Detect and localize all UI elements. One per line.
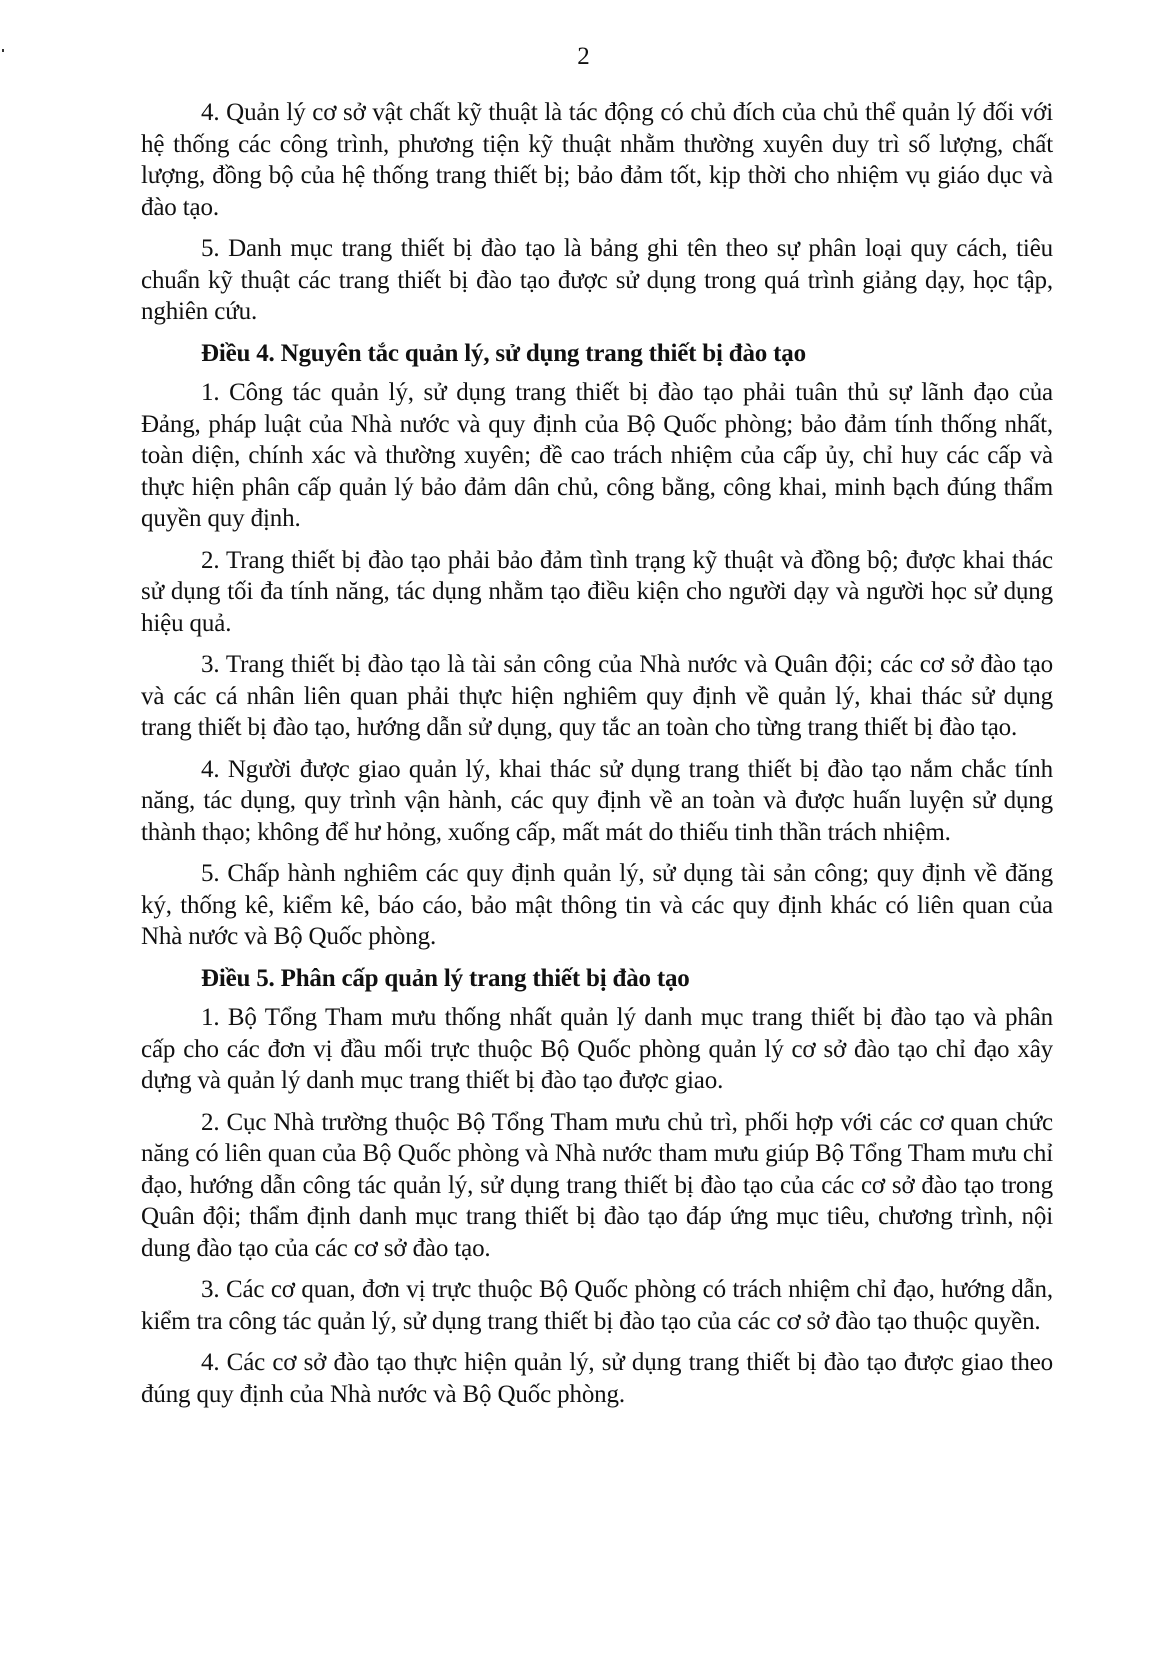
document-body xyxy=(141,97,1053,1410)
paragraph-dieu-4-khoan-5: 5. Chấp hành nghiêm các quy định quản lý, sử dụng tài sản công; quy định về đăng ký, thống kê, kiểm kê, báo cáo, bảo mật thông tin và các quy định khác có liên quan của Nhà nước và Bộ Quốc phòng. xyxy=(141,860,1053,950)
article-heading-dieu-4: Điều 4. Nguyên tắc quản lý, sử dụng trang thiết bị đào tạo xyxy=(201,339,806,367)
paragraph-dieu-5-khoan-2: 2. Cục Nhà trường thuộc Bộ Tổng Tham mưu chủ trì, phối hợp với các cơ quan chức năng có liên quan của Bộ Quốc phòng và Nhà nước tham mưu giúp Bộ Tổng Tham mưu chỉ đạo, hướng dẫn công tác quản lý, sử dụng trang thiết bị đào tạo của các cơ sở đào tạo trong Quân đội; thẩm định danh mục trang thiết bị đào tạo đáp ứng mục tiêu, chương trình, nội dung đào tạo của các cơ sở đào tạo. xyxy=(141,1108,1053,1262)
paragraph-dinh-nghia-4: 4. Quản lý cơ sở vật chất kỹ thuật là tác động có chủ đích của chủ thể quản lý đối với hệ thống các công trình, phương tiện kỹ thuật nhằm thường xuyên duy trì số lượng, chất lượng, đồng bộ của hệ thống trang thiết bị; bảo đảm tốt, kịp thời cho nhiệm vụ giáo dục và đào tạo. xyxy=(141,99,1053,221)
paragraph-dieu-5-khoan-4: 4. Các cơ sở đào tạo thực hiện quản lý, sử dụng trang thiết bị đào tạo được giao theo đúng quy định của Nhà nước và Bộ Quốc phòng. xyxy=(141,1349,1053,1408)
paragraph-dieu-5-khoan-3: 3. Các cơ quan, đơn vị trực thuộc Bộ Quốc phòng có trách nhiệm chỉ đạo, hướng dẫn, kiểm tra công tác quản lý, sử dụng trang thiết bị đào tạo của các cơ sở đào tạo thuộc quyền. xyxy=(141,1276,1053,1335)
paragraph-dieu-4-khoan-4: 4. Người được giao quản lý, khai thác sử dụng trang thiết bị đào tạo nắm chắc tính năng, tác dụng, quy trình vận hành, các quy định về an toàn và được huấn luyện sử dụng thành thạo; không để hư hỏng, xuống cấp, mất mát do thiếu tinh thần trách nhiệm. xyxy=(141,755,1053,846)
paragraph-dinh-nghia-5: 5. Danh mục trang thiết bị đào tạo là bảng ghi tên theo sự phân loại quy cách, tiêu chuẩn kỹ thuật các trang thiết bị đào tạo được sử dụng trong quá trình giảng dạy, học tập, nghiên cứu. xyxy=(141,235,1053,325)
scan-speck xyxy=(2,49,4,52)
paragraph-dieu-4-khoan-2: 2. Trang thiết bị đào tạo phải bảo đảm tình trạng kỹ thuật và đồng bộ; được khai thác sử dụng tối đa tính năng, tác dụng nhằm tạo điều kiện cho người dạy và người học sử dụng hiệu quả. xyxy=(141,546,1053,637)
page-number: 2 xyxy=(577,43,590,70)
article-heading-dieu-5: Điều 5. Phân cấp quản lý trang thiết bị đào tạo xyxy=(201,964,690,992)
paragraph-dieu-4-khoan-1: 1. Công tác quản lý, sử dụng trang thiết bị đào tạo phải tuân thủ sự lãnh đạo của Đảng, pháp luật của Nhà nước và quy định của Bộ Quốc phòng; bảo đảm tính thống nhất, toàn diện, chính xác và thường xuyên; đề cao trách nhiệm của cấp ủy, chỉ huy các cấp và thực hiện phân cấp quản lý bảo đảm dân chủ, công bằng, công khai, minh bạch đúng thẩm quyền quy định. xyxy=(141,379,1053,532)
paragraph-dieu-4-khoan-3: 3. Trang thiết bị đào tạo là tài sản công của Nhà nước và Quân đội; các cơ sở đào tạo và các cá nhân liên quan phải thực hiện nghiêm quy định về quản lý, khai thác sử dụng trang thiết bị đào tạo, hướng dẫn sử dụng, quy tắc an toàn cho từng trang thiết bị đào tạo. xyxy=(141,651,1053,741)
paragraph-dieu-5-khoan-1: 1. Bộ Tổng Tham mưu thống nhất quản lý danh mục trang thiết bị đào tạo và phân cấp cho các đơn vị đầu mối trực thuộc Bộ Quốc phòng quản lý cơ sở đào tạo chỉ đạo xây dựng và quản lý danh mục trang thiết bị đào tạo được giao. xyxy=(141,1004,1053,1094)
